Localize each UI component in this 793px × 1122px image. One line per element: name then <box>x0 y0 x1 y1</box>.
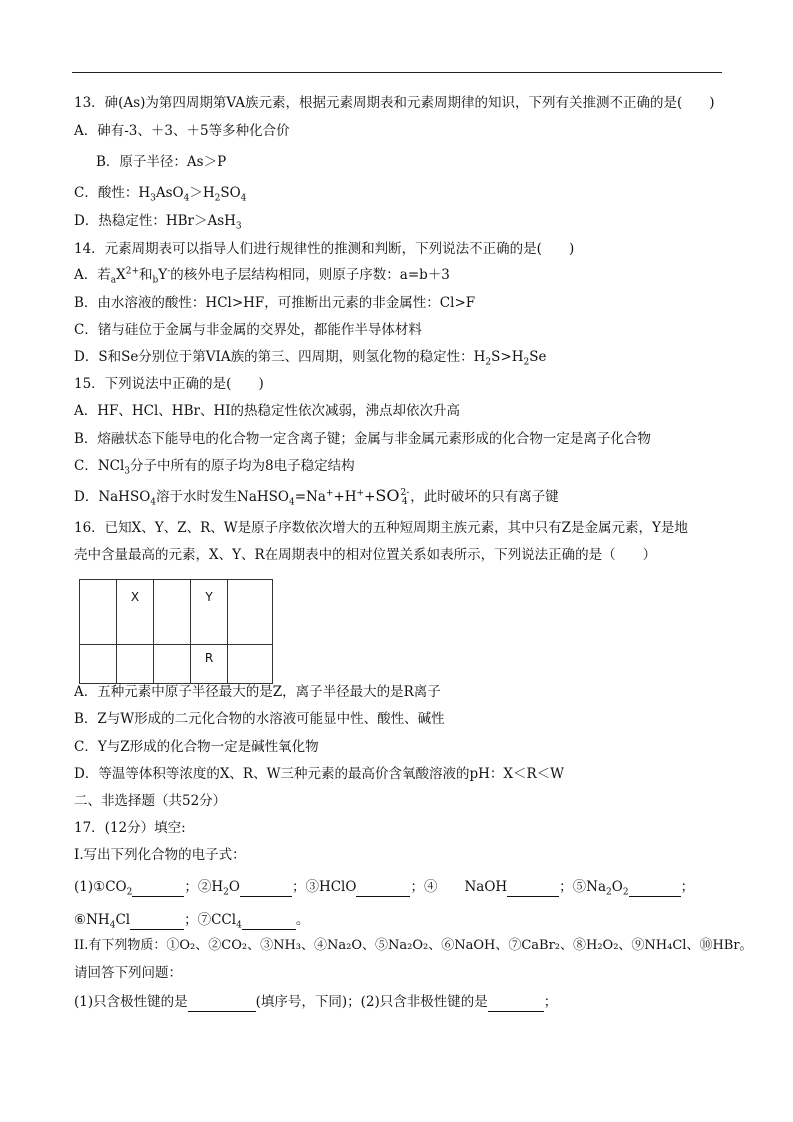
q15-option-a: A．HF、HCl、HBr、HI的热稳定性依次减弱，沸点却依次升高 <box>74 403 461 419</box>
answer-blank[interactable] <box>242 915 296 930</box>
q16-option-c: C．Y与Z形成的化合物一定是碱性氧化物 <box>74 739 319 755</box>
q16-stem-line2: 壳中含量最高的元素，X、Y、R在周期表中的相对位置关系如表所示，下列说法正确的是（ ） <box>74 547 657 563</box>
q15-option-b: B．熔融状态下能导电的化合物一定含离子键；金属与非金属元素形成的化合物一定是离子化合物 <box>74 431 651 447</box>
q14-option-a: A．若$_aX^{2+}$和$_b$Y-的核外电子层结构相同，则原子序数：a=b＋3 <box>74 266 450 286</box>
q17-stem: 17．(12分）填空: <box>74 820 186 836</box>
q15-option-c: C．NCl$_3$分子中所有的原子均为8电子稳定结构 <box>74 458 355 477</box>
q13-option-b: B．原子半径：As＞P <box>96 154 227 170</box>
table-cell <box>154 580 191 645</box>
q14-option-d: D．S和Se分别位于第VIA族的第三、四周期，则氢化物的稳定性：$H_2S>H_2Se$ <box>74 349 547 368</box>
header-rule <box>72 72 722 73</box>
table-row <box>80 580 273 645</box>
answer-blank[interactable] <box>188 997 256 1012</box>
answer-blank[interactable] <box>240 882 292 897</box>
q16-option-a: A．五种元素中原子半径最大的是Z，离子半径最大的是R离子 <box>74 684 441 700</box>
section-heading: 二、非选择题（共52分） <box>74 793 227 809</box>
q14-option-b: B．由水溶液的酸性：HCl>HF，可推断出元素的非金属性：Cl>F <box>74 295 476 311</box>
q17-electron-formula-line2: $⑥NH_4Cl$ ；⑦CCl$_4$ 。 <box>74 912 310 931</box>
table-cell <box>228 645 273 684</box>
q13-option-c: C．酸性：$H_3AsO_4>H_2SO_4$ <box>74 185 247 204</box>
periodic-position-table <box>79 579 273 684</box>
q16-stem-line1: 16．已知X、Y、Z、R、W是原子序数依次增大的五种短周期主族元素，其中只有Z是金属元素，Y是地 <box>74 520 688 536</box>
q13-option-d: D．热稳定性：HBr＞AsH$_3$ <box>74 213 242 232</box>
answer-blank[interactable] <box>132 882 184 897</box>
table-cell <box>117 645 154 684</box>
q15-option-d: D．NaHSO$_4$溶于水时发生NaHSO$_4$=Na++H++SO2- 4 ，此时破坏的只有离子键 <box>74 486 559 508</box>
sulfate-charge-fraction: 2- 4 <box>400 487 410 507</box>
q17-ask: 请回答下列问题： <box>74 965 182 981</box>
answer-blank[interactable] <box>488 997 544 1012</box>
table-cell: X <box>117 580 154 645</box>
q16-option-d: D．等温等体积等浓度的X、R、W三种元素的最高价含氧酸溶液的pH：X＜R＜W <box>74 766 565 782</box>
table-cell: Y <box>191 580 228 645</box>
q17-part1-title: I.写出下列化合物的电子式： <box>74 847 246 863</box>
table-row <box>80 645 273 684</box>
q17-electron-formula-line1: $(1)①CO_2$ ；$②H_2O$ ；③HClO ；④ NaOH ；$⑤Na_2O_2$ ； <box>74 879 695 898</box>
q13-option-a: A．砷有-3、＋3、＋5等多种化合价 <box>74 123 290 139</box>
q14-option-c: C．锗与硅位于金属与非金属的交界处，都能作半导体材料 <box>74 322 422 338</box>
q15-stem: 15．下列说法中正确的是( ) <box>74 376 264 392</box>
q17-bond-question: (1)只含极性键的是 (填序号，下同)；(2)只含非极性键的是 ； <box>74 994 558 1010</box>
answer-blank[interactable] <box>356 882 410 897</box>
answer-blank[interactable] <box>507 882 559 897</box>
table-cell <box>80 645 117 684</box>
answer-blank[interactable] <box>629 882 681 897</box>
table-cell <box>154 645 191 684</box>
table-cell <box>228 580 273 645</box>
table-cell <box>80 580 117 645</box>
q13-stem: 13．砷(As)为第四周期第VA族元素，根据元素周期表和元素周期律的知识，下列有关推测不正确的是( ) <box>74 95 715 111</box>
q16-option-b: B．Z与W形成的二元化合物的水溶液可能显中性、酸性、碱性 <box>74 711 445 727</box>
q17-part2-title: II.有下列物质：①O₂、②CO₂、③NH₃、④Na₂O、⑤Na₂O₂、⑥NaOH、⑦CaBr₂、⑧H₂O₂、⑨NH₄Cl、⑩HBr。 <box>74 938 753 953</box>
table-cell: R <box>191 645 228 684</box>
q14-stem: 14．元素周期表可以指导人们进行规律性的推测和判断，下列说法不正确的是( ) <box>74 241 575 257</box>
answer-blank[interactable] <box>130 915 184 930</box>
